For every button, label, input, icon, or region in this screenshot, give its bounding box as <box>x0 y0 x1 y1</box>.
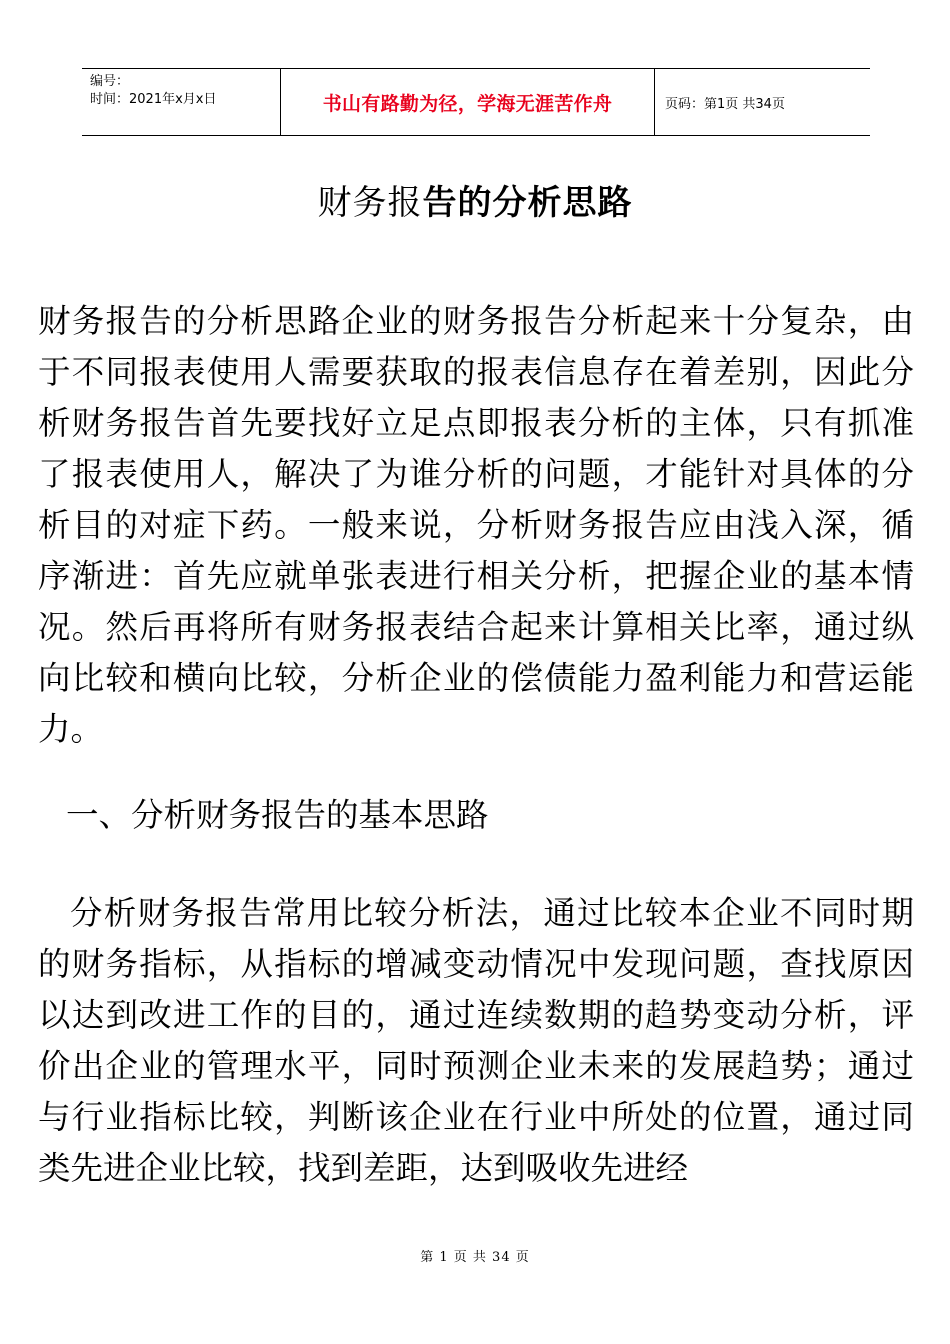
header-meta-cell <box>82 69 281 135</box>
paragraph-intro: 财务报告的分析思路企业的财务报告分析起来十分复杂，由于不同报表使用人需要获取的报表信息存在着差别，因此分析财务报告首先要找好立足点即报表分析的主体，只有抓准了报表使用人，解决了为谁分析的问题，才能针对具体的分析目的对症下药。一般来说，分析财务报告应由浅入深，循序渐进：首先应就单张表进行相关分析，把握企业的基本情况。然后再将所有财务报表结合起来计算相关比率，通过纵向比较和横向比较，分析企业的偿债能力盈利能力和营运能力。 <box>38 302 914 748</box>
document-time-label: 时间：2021年x月x日 <box>90 92 217 107</box>
paragraph-basic-approach: 分析财务报告常用比较分析法，通过比较本企业不同时期的财务指标，从指标的增减变动情况中发现问题，查找原因以达到改进工作的目的，通过连续数期的趋势变动分析，评价出企业的管理水平，同时预测企业未来的发展趋势；通过与行业指标比较，判断该企业在行业中所处的位置，通过同类先进企业比较，找到差距，达到吸收先进经 <box>38 894 914 1187</box>
header-page-info: 页码：第1页 共34页 <box>665 96 785 112</box>
page-footer: 第 1 页 共 34 页 <box>420 1250 530 1265</box>
header-motto: 书山有路勤为径，学海无涯苦作舟 <box>322 92 613 115</box>
section-heading: 一、分析财务报告的基本思路 <box>66 796 489 834</box>
header-page-cell <box>655 69 870 135</box>
header-motto-cell <box>281 69 655 135</box>
title-bold-part: 告的分析思路 <box>422 183 633 223</box>
document-title <box>0 180 950 226</box>
document-number-label: 编号： <box>90 74 130 89</box>
header-table <box>82 68 870 136</box>
title-normal-part: 财务报 <box>317 183 423 223</box>
